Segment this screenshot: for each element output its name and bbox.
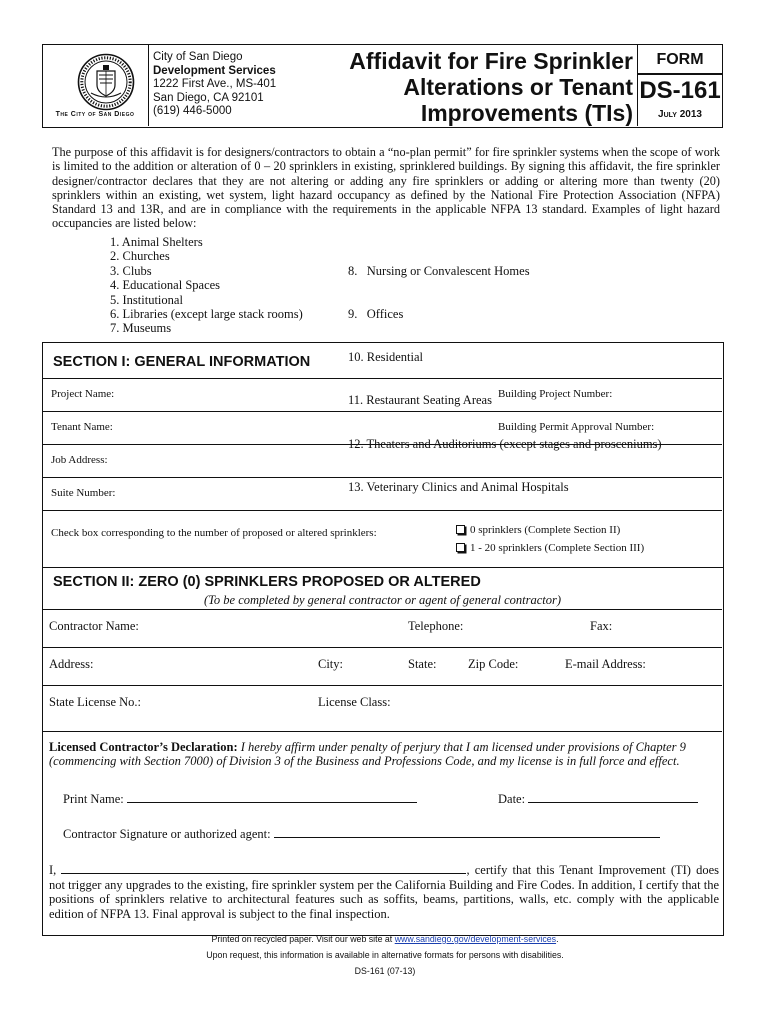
print-name-input[interactable] <box>127 791 417 803</box>
section2-title: SECTION II: ZERO (0) SPRINKLERS PROPOSED OR ALTERED <box>53 574 481 590</box>
building-project-number-input[interactable] <box>638 383 718 405</box>
form-number: DS-161 <box>639 77 721 104</box>
row-divider <box>43 477 722 478</box>
job-address-label: Job Address: <box>51 454 108 466</box>
city-input[interactable] <box>350 652 405 676</box>
cert-prefix: I, <box>49 863 57 877</box>
state-input[interactable] <box>445 652 465 676</box>
list-item: 1. Animal Shelters <box>110 235 203 249</box>
list-item: 12. Theaters and Auditoriums (except stages and prosceniums) <box>348 436 662 451</box>
city-label: City: <box>318 657 344 671</box>
cert-text: , certify that this Tenant Improvement (TI) does not trigger any upgrades to the existing, fire sprinkler system per the California Building and Fire Codes. In addition, I certify that the positions of sprinklers relative to architectural features such as soffits, beams, partitions, walls, etc. comply with the applicable edition of NFPA 13. Final approval is subject to the final inspection. <box>49 863 720 921</box>
form-id-divider <box>638 73 722 75</box>
city-seal-icon <box>77 53 135 111</box>
section2-subtitle: (To be completed by general contractor or agent of general contractor) <box>203 593 562 607</box>
purpose-paragraph: The purpose of this affidavit is for designers/contractors to obtain a “no-plan permit” for fire sprinkler systems when the scope of work is limited to the addition or alteration of 0 – 20 sprinklers in existing, sprinklered buildings. By signing this affidavit, the fire sprinkler designer/contractor declares that they are not altering or adding any fire sprinklers or adding or altering more than twenty (20) sprinklers within an existing, wet system, light hazard occupancy as defined by the National Fire Protection Association (NFPA) Standard 13 and 13R, and are in compliance with the requirements in the applicable NFPA 13 standard. Examples of light hazard occupancies are listed below: <box>52 145 720 231</box>
building-permit-approval-number-label: Building Permit Approval Number: <box>498 421 655 433</box>
suite-number-label: Suite Number: <box>51 487 116 499</box>
row-divider <box>43 510 722 511</box>
fax-input[interactable] <box>618 614 718 638</box>
city-name: City of San Diego <box>153 51 243 63</box>
office-info <box>153 51 323 119</box>
print-name-label: Print Name: <box>63 792 124 806</box>
date-label: Date: <box>498 792 526 806</box>
option-zero-sprinklers[interactable] <box>456 524 620 536</box>
office-phone: (619) 446-5000 <box>153 105 232 117</box>
row-divider <box>43 685 722 686</box>
office-address-line2: San Diego, CA 92101 <box>153 91 264 104</box>
email-input[interactable] <box>663 652 718 676</box>
form-title <box>333 48 633 126</box>
footer-form-id: DS-161 (07-13) <box>354 966 416 976</box>
list-item: 3. Clubs <box>110 263 152 278</box>
fax-label: Fax: <box>590 619 613 633</box>
signature-row <box>63 826 660 842</box>
option-one-to-twenty-sprinklers[interactable] <box>456 542 644 554</box>
section-zero-sprinklers <box>42 568 724 936</box>
list-item: 13. Veterinary Clinics and Animal Hospitals <box>348 479 569 494</box>
state-license-input[interactable] <box>158 690 313 714</box>
form-id-box <box>637 45 723 126</box>
signature-input[interactable] <box>274 826 660 838</box>
section1-title: SECTION I: GENERAL INFORMATION <box>53 354 311 370</box>
tenant-name-input[interactable] <box>133 416 493 438</box>
row-divider <box>43 411 722 412</box>
section1-header <box>43 343 722 379</box>
form-title-line2: Alterations or Tenant <box>403 74 633 100</box>
certifier-name-input[interactable] <box>61 862 466 874</box>
list-item: 2. Churches <box>110 249 170 264</box>
row-divider <box>43 731 722 732</box>
row-divider <box>43 647 722 648</box>
footer-recycled <box>0 934 770 944</box>
contractor-declaration <box>49 740 717 768</box>
footer-alt-formats: Upon request, this information is available in alternative formats for persons with disabilities. <box>206 950 564 960</box>
suite-number-input[interactable] <box>138 482 718 504</box>
checkbox[interactable] <box>456 543 465 552</box>
list-item: 8. Nursing or Convalescent Homes <box>348 263 530 278</box>
form-title-line3: Improvements (TIs) <box>420 100 633 126</box>
address-input[interactable] <box>108 652 313 676</box>
list-item: 5. Institutional <box>110 292 183 307</box>
option-one-to-twenty-label: 1 - 20 sprinklers (Complete Section III) <box>470 542 645 554</box>
seal-box <box>43 45 149 126</box>
state-license-label: State License No.: <box>49 695 141 709</box>
website-link[interactable]: www.sandiego.gov/development-services <box>394 934 557 944</box>
form-date: July 2013 <box>658 109 702 120</box>
list-item: 10. Residential <box>348 350 423 365</box>
declaration-heading: Licensed Contractor’s Declaration: <box>49 740 238 754</box>
building-permit-approval-number-input[interactable] <box>683 416 719 438</box>
sprinkler-count-prompt: Check box corresponding to the number of proposed or altered sprinklers: <box>51 527 377 539</box>
section-general-information <box>42 342 724 568</box>
row-divider <box>43 444 722 445</box>
list-item: 11. Restaurant Seating Areas <box>348 393 492 408</box>
contractor-name-label: Contractor Name: <box>49 619 139 633</box>
telephone-label: Telephone: <box>408 619 464 633</box>
certification-paragraph <box>49 862 719 921</box>
option-zero-label: 0 sprinklers (Complete Section II) <box>470 524 621 536</box>
footer-recycled-text: Printed on recycled paper. Visit our web site at <box>211 934 395 944</box>
occupancy-list-left <box>110 235 350 336</box>
seal-label: The City of San Diego <box>55 111 135 118</box>
project-name-label: Project Name: <box>51 388 115 400</box>
telephone-input[interactable] <box>475 614 585 638</box>
date-input[interactable] <box>528 791 698 803</box>
office-address-line1: 1222 First Ave., MS-401 <box>153 78 277 90</box>
building-project-number-label: Building Project Number: <box>498 388 613 400</box>
contractor-name-input[interactable] <box>158 614 398 638</box>
zip-code-label: Zip Code: <box>468 657 519 671</box>
footer-period: . <box>556 934 559 944</box>
list-item: 6. Libraries (except large stack rooms) <box>110 307 303 322</box>
row-divider <box>43 609 722 610</box>
signature-label: Contractor Signature or authorized agent: <box>63 827 271 841</box>
address-label: Address: <box>49 657 94 671</box>
list-item: 7. Museums <box>110 321 172 336</box>
checkbox[interactable] <box>456 525 465 534</box>
form-label: FORM <box>656 51 704 68</box>
form-header <box>42 44 723 128</box>
license-class-input[interactable] <box>408 690 718 714</box>
email-label: E-mail Address: <box>565 657 646 671</box>
department-name: Development Services <box>153 64 276 77</box>
tenant-name-label: Tenant Name: <box>51 421 113 433</box>
date-row <box>498 791 698 807</box>
job-address-input[interactable] <box>133 449 718 471</box>
license-class-label: License Class: <box>318 695 391 709</box>
form-title-line1: Affidavit for Fire Sprinkler <box>349 48 633 74</box>
list-item: 9. Offices <box>348 307 404 322</box>
declaration-text: I hereby affirm under penalty of perjury that I am licensed under provisions of Chapter 9 (commencing with Section 7000) of Division 3 of the Business and Professions Code, and my license is in full force and effect. <box>49 740 686 768</box>
state-label: State: <box>408 657 437 671</box>
project-name-input[interactable] <box>133 383 493 405</box>
zip-code-input[interactable] <box>526 652 561 676</box>
list-item: 4. Educational Spaces <box>110 278 221 293</box>
print-name-row <box>63 791 417 807</box>
